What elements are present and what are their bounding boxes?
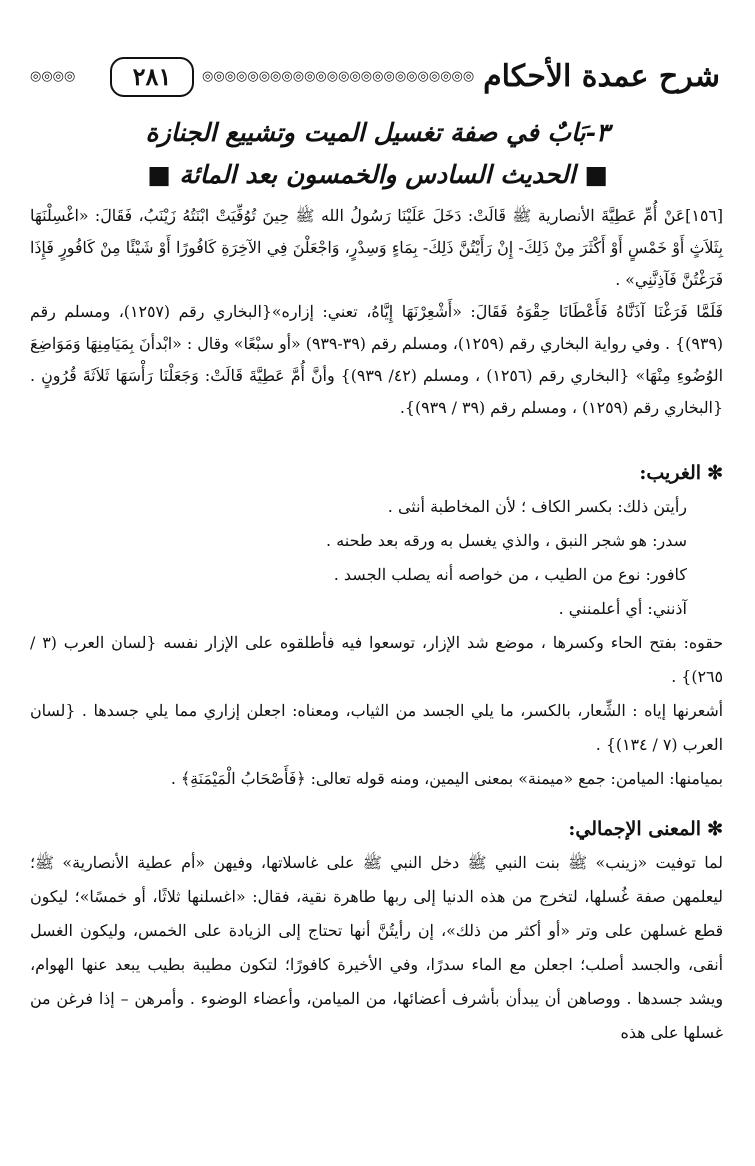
gharib-heading: الغريب:: [639, 462, 702, 484]
hadith-subtitle: ■ الحديث السادس والخمسون بعد المائة ■: [147, 160, 608, 189]
glossary-entry: رأيتن ذلك: بكسر الكاف ؛ لأن المخاطبة أنثى .: [387, 497, 687, 516]
chapter-title: ٣-بَابٌ في صفة تغسيل الميت وتشييع الجنازة: [145, 118, 610, 147]
hadith-paragraph: فَلَمَّا فَرَغْنَا آذَنَّاهُ فَأَعْطَانَا حِقْوَهُ فَقَالَ: «أَشْعِرْنَهَا إِيَّاهُ، تعني: إزاره»{البخاري رقم (١٢٥٧)، ومسلم رقم (٩٣٩)} . وفي رواية البخاري رقم (١٢٥٩)، ومسلم رقم (٣٩-٩٣٩) «أو سبْعًا» وقال : «ابْدأنَ بِمَيَامِنِهَا وَمَوَاضِعَ الوُضُوءِ مِنْهَا» {البخاري رقم (١٢٥٦) ، ومسلم (٤٢/ ٩٣٩)} وأنَّ أُمَّ عَطِيَّةَ قَالَتْ: وَجَعَلْنَا رَأْسَهَا ثَلاَثَةَ قُرُونٍ . {البخاري رقم (١٢٥٩) ، ومسلم رقم (٣٩ / ٩٣٩)}.: [30, 302, 723, 417]
running-book-title: شرح عمدة الأحكام: [483, 59, 720, 94]
page-number: ٢٨١: [110, 57, 194, 97]
section-heading: [30, 812, 723, 846]
glossary-entry: سدر: هو شجر النبق ، والذي يغسل به ورقه بعد طحنه .: [326, 531, 687, 550]
asterisk-icon: ✻: [707, 462, 723, 484]
ijmali-heading: المعنى الإجمالي:: [568, 818, 702, 840]
glossary-paragraph: أشعرنها إياه : الشِّعار، بالكسر، ما يلي الجسد من الثياب، ومعناه: اجعلن إزاري مما يلي جسدها . {لسان العرب (٧ / ١٣٤)} .: [30, 701, 723, 754]
ornament-left: ◎◎◎◎: [30, 69, 76, 84]
glossary-entry: كافور: نوع من الطيب ، من خواصه أنه يصلب الجسد .: [333, 565, 687, 584]
summary-paragraph: لما توفيت «زينب» ﷺ بنت النبي ﷺ دخل النبي ﷺ على غاسلاتها، وفيهن «أم عطية الأنصارية» ﷺ؛ ليعلمهن صفة غُسلها، لتخرج من هذه الدنيا إلى ربها طاهرة نقية، فقال: «اغسلنها ثلاثًا، أو خمسًا»؛ ليكون قطع غسلهن على وتر «أو أكثر من ذلك»، إن رأيتُنَّ أنها تحتاج إلى الزيادة على الخمس، وليكون الغسل أنقى، والجسد أصلب؛ اجعلن مع الماء سدرًا، وفي الأخيرة كافورًا؛ لتكون مطيبة بطيب يبعد عنها الهوام، ويشد جسدها . ووصاهن أن يبدأن بأشرف أعضائها، من الميامن، وأعضاء الوضوء . وأمرهن – إذا فرغن من غسلها على هذه: [30, 853, 723, 1042]
section-heading: [30, 456, 723, 490]
ornament-divider: ◎◎◎◎◎◎◎◎◎◎◎◎◎◎◎◎◎◎◎◎◎◎◎◎: [202, 69, 475, 84]
asterisk-icon: ✻: [707, 818, 723, 840]
page-header: [30, 55, 720, 105]
hadith-paragraph: [١٥٦]عَنْ أُمِّ عَطِيَّةَ الأنصارية ﷺ قَالَتْ: دَخَلَ عَلَيْنَا رَسُولُ الله ﷺ حِينَ تُوُفِّيَتْ ابْنَتُهُ زَيْنَبُ، فَقَالَ: «اغْسِلْنَهَا بِثَلاَثٍ أَوْ خَمْسٍ أَوْ أَكْثَرَ مِنْ ذَلِكَ- إِنْ رَأَيْتُنَّ ذَلِكَ- بِمَاءٍ وَسِدْرٍ، وَاجْعَلْنَ فِي الآخِرَةِ كَافُورًا أَوْ شَيْئًا مِنْ كَافُورٍ فَإِذَا فَرَغْتُنَّ فَآذِنَّنِي» .: [30, 206, 723, 289]
glossary-paragraph: بميامنها: الميامن: جمع «ميمنة» بمعنى اليمين، ومنه قوله تعالى: ﴿فَأَصْحَابُ الْمَيْمَنَةِ﴾ .: [170, 769, 723, 788]
glossary-paragraph: حقوه: بفتح الحاء وكسرها ، موضع شد الإزار، توسعوا فيه فأطلقوه على الإزار نفسه {لسان العرب (٣ / ٢٦٥)} .: [30, 633, 724, 686]
hadith-text: [30, 200, 723, 424]
ijmali-section: [30, 812, 723, 1050]
glossary-entry: آذنني: أي أعلمنني .: [558, 599, 687, 618]
gharib-section: [30, 456, 723, 796]
